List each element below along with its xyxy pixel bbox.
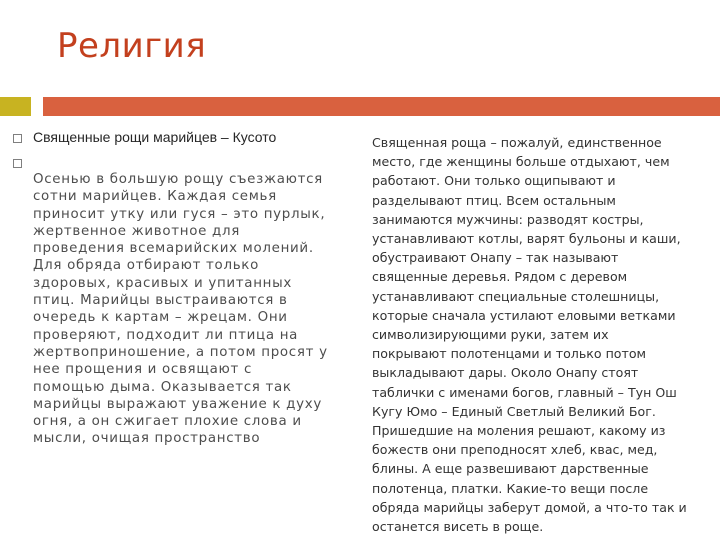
paragraph-line: работают. Они только ощипывают и xyxy=(372,173,616,189)
hollow-square-bullet-icon xyxy=(13,134,22,143)
paragraph-line: Для обряда отбирают только xyxy=(33,258,259,274)
paragraph-line: Кугу Юмо – Единый Светлый Великий Бог. xyxy=(372,403,656,419)
paragraph-line: устанавливают специальные столешницы, xyxy=(372,288,660,304)
paragraph-line: сотни марийцев. Каждая семья xyxy=(33,189,277,205)
slide-title: Религия xyxy=(57,26,207,66)
paragraph-line: полотенца, платки. Какие-то вещи после xyxy=(372,480,649,496)
paragraph-line: символизирующими руки, затем их xyxy=(372,327,609,343)
paragraph-line: выкладывают дары. Около Онапу стоят xyxy=(372,365,639,381)
paragraph-line: блины. А еще развешивают дарственные xyxy=(372,461,649,477)
paragraph-line: проверяют, подходит ли птица на xyxy=(33,327,299,343)
paragraph-line: таблички с именами богов, главный – Тун Ош xyxy=(372,384,677,400)
paragraph-line: Священная роща – пожалуй, единственное xyxy=(372,135,662,150)
paragraph-line: место, где женщины больше отдыхают, чем xyxy=(372,154,670,170)
bullet-heading: Священные рощи марийцев – Кусото xyxy=(33,129,277,145)
paragraph-line: священные деревья. Рядом с деревом xyxy=(372,269,628,285)
paragraph-line: жертвоприношение, а потом просят у xyxy=(33,344,328,360)
paragraph-line: птиц. Марийцы выстраиваются в xyxy=(33,293,288,309)
accent-square xyxy=(0,97,31,116)
paragraph-line: приносит утку или гуся – это пурлык, xyxy=(33,206,326,222)
paragraph-line: огня, а он сжигает плохие слова и xyxy=(33,414,302,430)
paragraph-line: останется висеть в роще. xyxy=(372,519,544,535)
paragraph-line: жертвенное животное для xyxy=(33,223,240,239)
paragraph-line: мысли, очищая пространство xyxy=(33,431,261,447)
paragraph-line: проведения всемарийских молений. xyxy=(33,241,314,257)
paragraph-line: Осенью в большую рощу съезжаются xyxy=(33,172,323,187)
paragraph-line: очередь к картам – жрецам. Они xyxy=(33,310,288,326)
paragraph-line: божеств они преподносят хлеб, квас, мед, xyxy=(372,442,658,458)
paragraph-line: марийцы выражают уважение к духу xyxy=(33,396,322,412)
paragraph-line: разделывают птиц. Всем остальным xyxy=(372,192,616,208)
accent-bar xyxy=(43,97,720,116)
paragraph-line: здоровых, красивых и упитанных xyxy=(33,275,293,291)
paragraph-line: которые сначала устилают еловыми ветками xyxy=(372,307,676,323)
paragraph-line: помощью дыма. Оказывается так xyxy=(33,379,292,395)
right-paragraph xyxy=(372,133,712,536)
paragraph-line: Пришедшие на моления решают, какому из xyxy=(372,423,666,439)
paragraph-line: устанавливают котлы, варят бульоны и каши, xyxy=(372,231,681,247)
paragraph-line: обустраивают Онапу – так называют xyxy=(372,250,619,266)
hollow-square-bullet-icon xyxy=(13,159,22,168)
paragraph-line: обряда марийцы заберут домой, а что-то так и xyxy=(372,499,687,515)
left-paragraph xyxy=(33,171,333,448)
paragraph-line: покрывают полотенцами и только потом xyxy=(372,346,647,362)
paragraph-line: нее прощения и освящают с xyxy=(33,362,253,378)
paragraph-line: занимаются мужчины: разводят костры, xyxy=(372,211,644,227)
